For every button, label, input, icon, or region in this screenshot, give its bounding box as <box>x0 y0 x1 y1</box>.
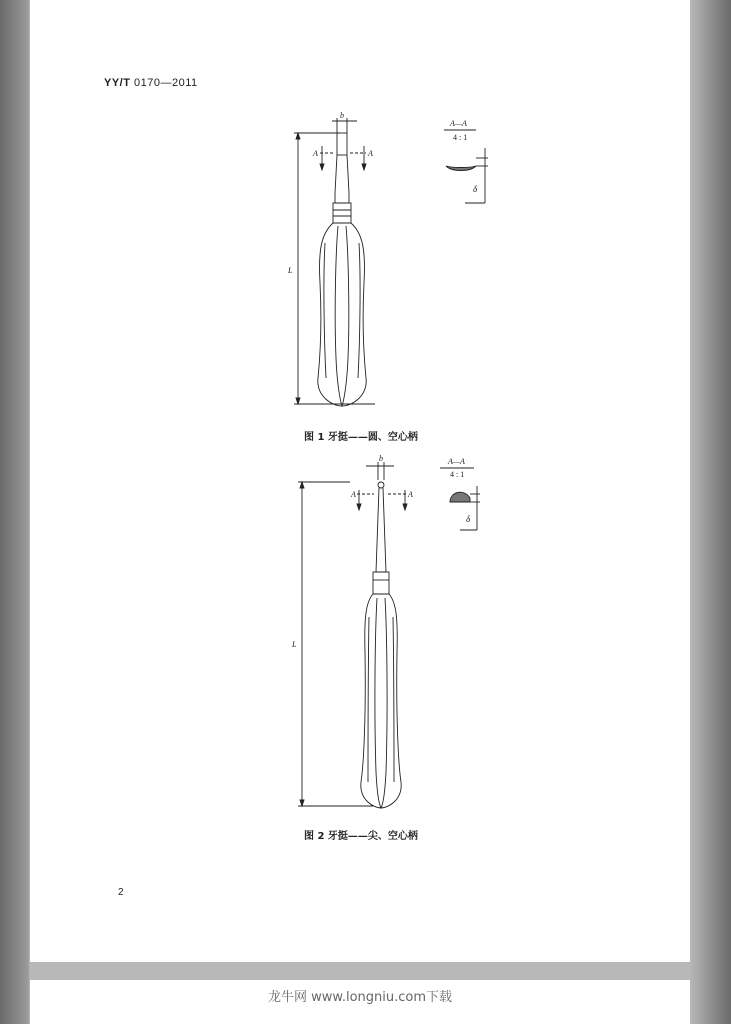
figure-1-label-b: b <box>340 111 344 120</box>
standard-code: YY/T <box>104 77 131 89</box>
page-number: 2 <box>118 887 124 898</box>
figure-1-label-a-left: A <box>313 149 318 158</box>
figure-2-label-a-right: A <box>408 490 413 499</box>
figure-2-label-l: L <box>292 640 297 649</box>
figure-1-label-delta: δ <box>473 184 478 194</box>
figure-1-section-title: A—A <box>450 119 467 128</box>
figure-2-caption: 图 2 牙挺——尖、空心柄 <box>304 831 418 842</box>
figure-2-label-a-left: A <box>351 490 356 499</box>
figure-1-caption: 图 1 牙挺——圆、空心柄 <box>304 432 418 443</box>
watermark-text: 龙牛网 www.longniu.com下载 <box>267 990 452 1005</box>
standard-header <box>104 77 198 89</box>
figure-2-section-title: A—A <box>448 457 465 466</box>
document-page <box>30 0 690 962</box>
figure-2-section-scale: 4 : 1 <box>450 470 465 479</box>
figure-1-drawing <box>280 108 490 413</box>
figure-2-drawing <box>288 452 488 814</box>
figure-1-label-a-right: A <box>368 149 373 158</box>
figure-1-section-scale: 4 : 1 <box>453 133 468 142</box>
figure-2-label-b: b <box>379 454 383 463</box>
figure-1-label-l: L <box>288 266 293 275</box>
watermark-strip <box>30 980 690 1024</box>
standard-number: 0170—2011 <box>134 77 198 89</box>
figure-2-label-delta: δ <box>466 514 471 524</box>
